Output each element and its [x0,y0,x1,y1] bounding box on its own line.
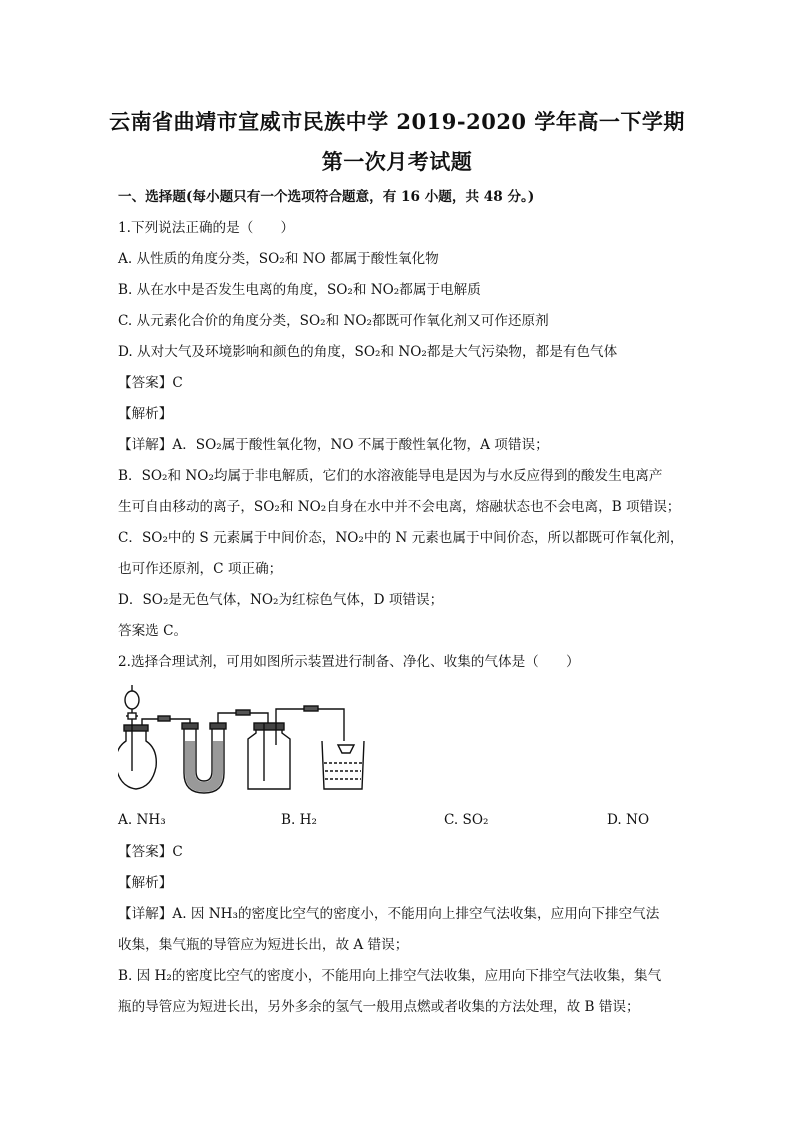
q2-detail-line: 【详解】A. 因 NH₃的密度比空气的密度小，不能用向上排空气法收集，应用向下排空气法 [118,906,660,922]
q1-detail-line: B．SO₂和 NO₂均属于非电解质，它们的水溶液能导电是因为与水反应得到的酸发生电离产 [118,468,663,484]
round-flask-icon [118,725,156,789]
q1-detail-line: 答案选 C。 [118,623,188,639]
q1-detail-line: C．SO₂中的 S 元素属于中间价态，NO₂中的 N 元素也属于中间价态，所以都既可作氧化剂， [118,530,684,546]
q1-option-d: D. 从对大气及环境影响和颜色的角度，SO₂和 NO₂都是大气污染物，都是有色气体 [118,344,618,360]
u-tube-icon [182,723,226,793]
q2-option-b: B. H₂ [281,812,317,828]
q1-option-a: A. 从性质的角度分类，SO₂和 NO 都属于酸性氧化物 [118,251,439,267]
q1-analysis-label: 【解析】 [118,406,173,422]
q2-detail-line: 收集，集气瓶的导管应为短进长出，故 A 错误； [118,937,409,953]
q2-stem: 2.选择合理试剂，可用如图所示装置进行制备、净化、收集的气体是（ ） [118,654,580,670]
gas-apparatus-diagram [118,683,368,795]
q1-stem: 1.下列说法正确的是（ ） [118,220,295,236]
separatory-funnel-icon [125,685,139,731]
page-title-line2: 第一次月考试题 [321,149,473,174]
q1-detail-line: D．SO₂是无色气体，NO₂为红棕色气体，D 项错误； [118,592,444,608]
q2-option-d: D. NO [607,812,650,828]
q1-detail-line: 生可自由移动的离子，SO₂和 NO₂自身在水中并不会电离，熔融状态也不会电离，B 项错误； [118,499,681,515]
q1-detail-line: 也可作还原剂，C 项正确； [118,561,283,577]
q2-answer: 【答案】C [118,844,183,860]
q1-option-c: C. 从元素化合价的角度分类，SO₂和 NO₂都既可作氧化剂又可作还原剂 [118,313,549,329]
section-heading: 一、选择题(每小题只有一个选项符合题意，有 16 小题，共 48 分。) [118,189,535,205]
q2-detail-line: B. 因 H₂的密度比空气的密度小，不能用向上排空气法收集，应用向下排空气法收集，集气 [118,968,662,984]
q2-detail-line: 瓶的导管应为短进长出，另外多余的氢气一般用点燃或者收集的方法处理，故 B 错误； [118,999,640,1015]
q1-detail-line: 【详解】A．SO₂属于酸性氧化物，NO 不属于酸性氧化物，A 项错误； [118,437,549,453]
q1-answer: 【答案】C [118,375,183,391]
collecting-bottle-icon [248,723,290,789]
q2-option-c: C. SO₂ [444,812,489,828]
q2-analysis-label: 【解析】 [118,875,173,891]
beaker-icon [322,741,364,789]
q1-option-b: B. 从在水中是否发生电离的角度，SO₂和 NO₂都属于电解质 [118,282,481,298]
q2-option-a: A. NH₃ [118,812,166,828]
page-title-line1: 云南省曲靖市宣威市民族中学 2019-2020 学年高一下学期 [109,109,685,134]
